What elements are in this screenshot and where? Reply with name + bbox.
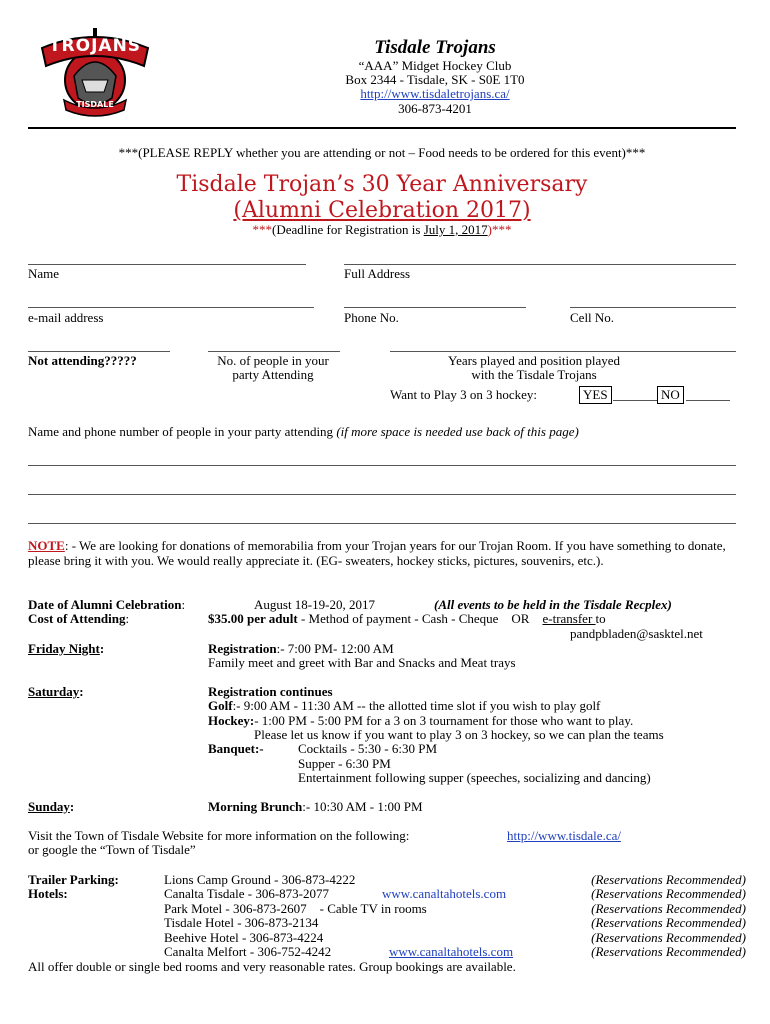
hockey-note: Please let us know if you want to play 3 on 3 hockey, so we can plan the teams: [254, 727, 664, 742]
no-blank[interactable]: [686, 400, 730, 401]
cocktails: Cocktails - 5:30 - 6:30 PM: [298, 741, 438, 756]
address-label: Full Address: [344, 266, 411, 281]
lodging-row-3: Park Motel - 306-873-2607 - Cable TV in rooms: [164, 901, 427, 916]
logo-text-top: TROJANS: [48, 36, 142, 56]
years-played-label-2: with the Tisdale Trojans: [471, 367, 597, 382]
name-field[interactable]: [28, 264, 306, 265]
hockey-info: Hockey:- 1:00 PM - 5:00 PM for a 3 on 3 tournament for those who want to play.: [208, 713, 634, 728]
tisdale-website-link[interactable]: http://www.tisdale.ca/: [507, 828, 621, 843]
people-count-label-2: party Attending: [232, 367, 314, 382]
phone-field[interactable]: [344, 307, 526, 308]
three-on-three-label: Want to Play 3 on 3 hockey:: [390, 387, 537, 402]
golf-info: Golf:- 9:00 AM - 11:30 AM -- the allotted time slot if you wish to play golf: [208, 698, 601, 713]
not-attending-field[interactable]: [28, 351, 170, 352]
party-names-label: [28, 424, 579, 440]
party-names-note: (if more space is needed use back of this page): [336, 424, 579, 439]
visit-line-2: or google the “Town of Tisdale”: [28, 842, 196, 857]
reservation-note-2: (Reservations Recommended): [591, 886, 746, 901]
event-title-line1: Tisdale Trojan’s 30 Year Anniversary: [176, 172, 588, 197]
club-address: Box 2344 - Tisdale, SK - S0E 1T0: [345, 72, 525, 87]
address-field[interactable]: [344, 264, 736, 265]
date-label: Date of Alumni Celebration:: [28, 597, 186, 612]
club-website-link[interactable]: http://www.tisdaletrojans.ca/: [360, 86, 510, 101]
club-name: “AAA” Midget Hockey Club: [358, 58, 512, 73]
reply-note: ***(PLEASE REPLY whether you are attending or not – Food needs to be ordered for this event)***: [118, 145, 646, 160]
hotels-label: Hotels:: [28, 886, 68, 901]
visit-line-1: Visit the Town of Tisdale Website for more information on the following:: [28, 828, 410, 843]
entertainment: Entertainment following supper (speeches, socializing and dancing): [298, 770, 651, 785]
lodging-row-5: Beehive Hotel - 306-873-4224: [164, 930, 324, 945]
lodging-row-6: Canalta Melfort - 306-752-4242: [164, 944, 332, 959]
canalta-melfort-link[interactable]: www.canaltahotels.com: [389, 944, 514, 959]
friday-desc: Family meet and greet with Bar and Snacks and Meat trays: [208, 655, 516, 670]
reservation-note-6: (Reservations Recommended): [591, 944, 746, 959]
people-count-field[interactable]: [208, 351, 340, 352]
cell-label: Cell No.: [570, 310, 615, 325]
phone-label: Phone No.: [344, 310, 399, 325]
deadline-suffix: )***: [487, 222, 512, 237]
email-label: e-mail address: [28, 310, 104, 325]
banquet-label: Banquet:-: [208, 741, 264, 756]
people-count-label-1: No. of people in your: [217, 353, 329, 368]
logo-text-bottom: TISDALE: [76, 100, 114, 109]
deadline-prefix: ***: [252, 222, 273, 237]
deadline-date: July 1, 2017: [423, 222, 488, 237]
sunday-label: Sunday:: [28, 799, 75, 814]
note-label: NOTE: [28, 538, 65, 553]
event-location: (All events to be held in the Tisdale Recplex): [434, 597, 672, 612]
lodging-row-4: Tisdale Hotel - 306-873-2134: [164, 915, 319, 930]
no-option[interactable]: NO: [657, 386, 684, 404]
deadline-text: (Deadline for Registration is: [272, 222, 424, 237]
note-text: : - We are looking for donations of memorabilia from your Trojan years for our Trojan Room. If you have something to donate, please bring it with you. We would really appreciate it. (EG- sweaters, hockey sticks, pictures, souvenirs, etc.).: [28, 538, 726, 568]
years-played-field[interactable]: [390, 351, 736, 352]
saturday-registration: Registration continues: [208, 684, 333, 699]
canalta-tisdale-link[interactable]: www.canaltahotels.com: [382, 886, 507, 901]
cost-label: Cost of Attending:: [28, 611, 130, 626]
yes-option[interactable]: YES: [579, 386, 612, 404]
party-line-1[interactable]: [28, 465, 736, 466]
etransfer-text: e-transfer: [542, 611, 596, 626]
party-line-3[interactable]: [28, 523, 736, 524]
name-label: Name: [28, 266, 60, 281]
lodging-row-2: Canalta Tisdale - 306-873-2077: [164, 886, 330, 901]
friday-registration: Registration:- 7:00 PM- 12:00 AM: [208, 641, 394, 656]
club-phone: 306-873-4201: [398, 101, 472, 116]
trojans-logo: [34, 18, 156, 118]
sunday-brunch: Morning Brunch:- 10:30 AM - 1:00 PM: [208, 799, 423, 814]
etransfer-email: pandpbladen@sasktel.net: [570, 626, 703, 641]
org-name: Tisdale Trojans: [374, 37, 496, 58]
friday-label: Friday Night:: [28, 641, 105, 656]
lodging-row-1: Lions Camp Ground - 306-873-4222: [164, 872, 356, 887]
reservation-note-5: (Reservations Recommended): [591, 930, 746, 945]
yes-blank[interactable]: [613, 400, 657, 401]
saturday-label: Saturday:: [28, 684, 84, 699]
trailer-parking-label: Trailer Parking:: [28, 872, 119, 887]
reservation-note-1: (Reservations Recommended): [591, 872, 746, 887]
reservation-note-3: (Reservations Recommended): [591, 901, 746, 916]
memorabilia-note: [28, 539, 740, 568]
lodging-footer: All offer double or single bed rooms and very reasonable rates. Group bookings are available.: [28, 959, 516, 974]
event-title-line2: (Alumni Celebration 2017): [233, 198, 531, 223]
registration-deadline: [28, 222, 736, 238]
not-attending-label: Not attending?????: [28, 353, 137, 368]
header-divider: [28, 127, 736, 129]
party-names-text: Name and phone number of people in your party attending: [28, 424, 337, 439]
cell-field[interactable]: [570, 307, 736, 308]
years-played-label-1: Years played and position played: [448, 353, 620, 368]
date-value: August 18-19-20, 2017: [254, 597, 375, 612]
email-field[interactable]: [28, 307, 314, 308]
party-line-2[interactable]: [28, 494, 736, 495]
supper: Supper - 6:30 PM: [298, 756, 391, 771]
cost-value: $35.00 per adult - Method of payment - Cash - Cheque OR e-transfer to: [208, 611, 606, 626]
reservation-note-4: (Reservations Recommended): [591, 915, 746, 930]
